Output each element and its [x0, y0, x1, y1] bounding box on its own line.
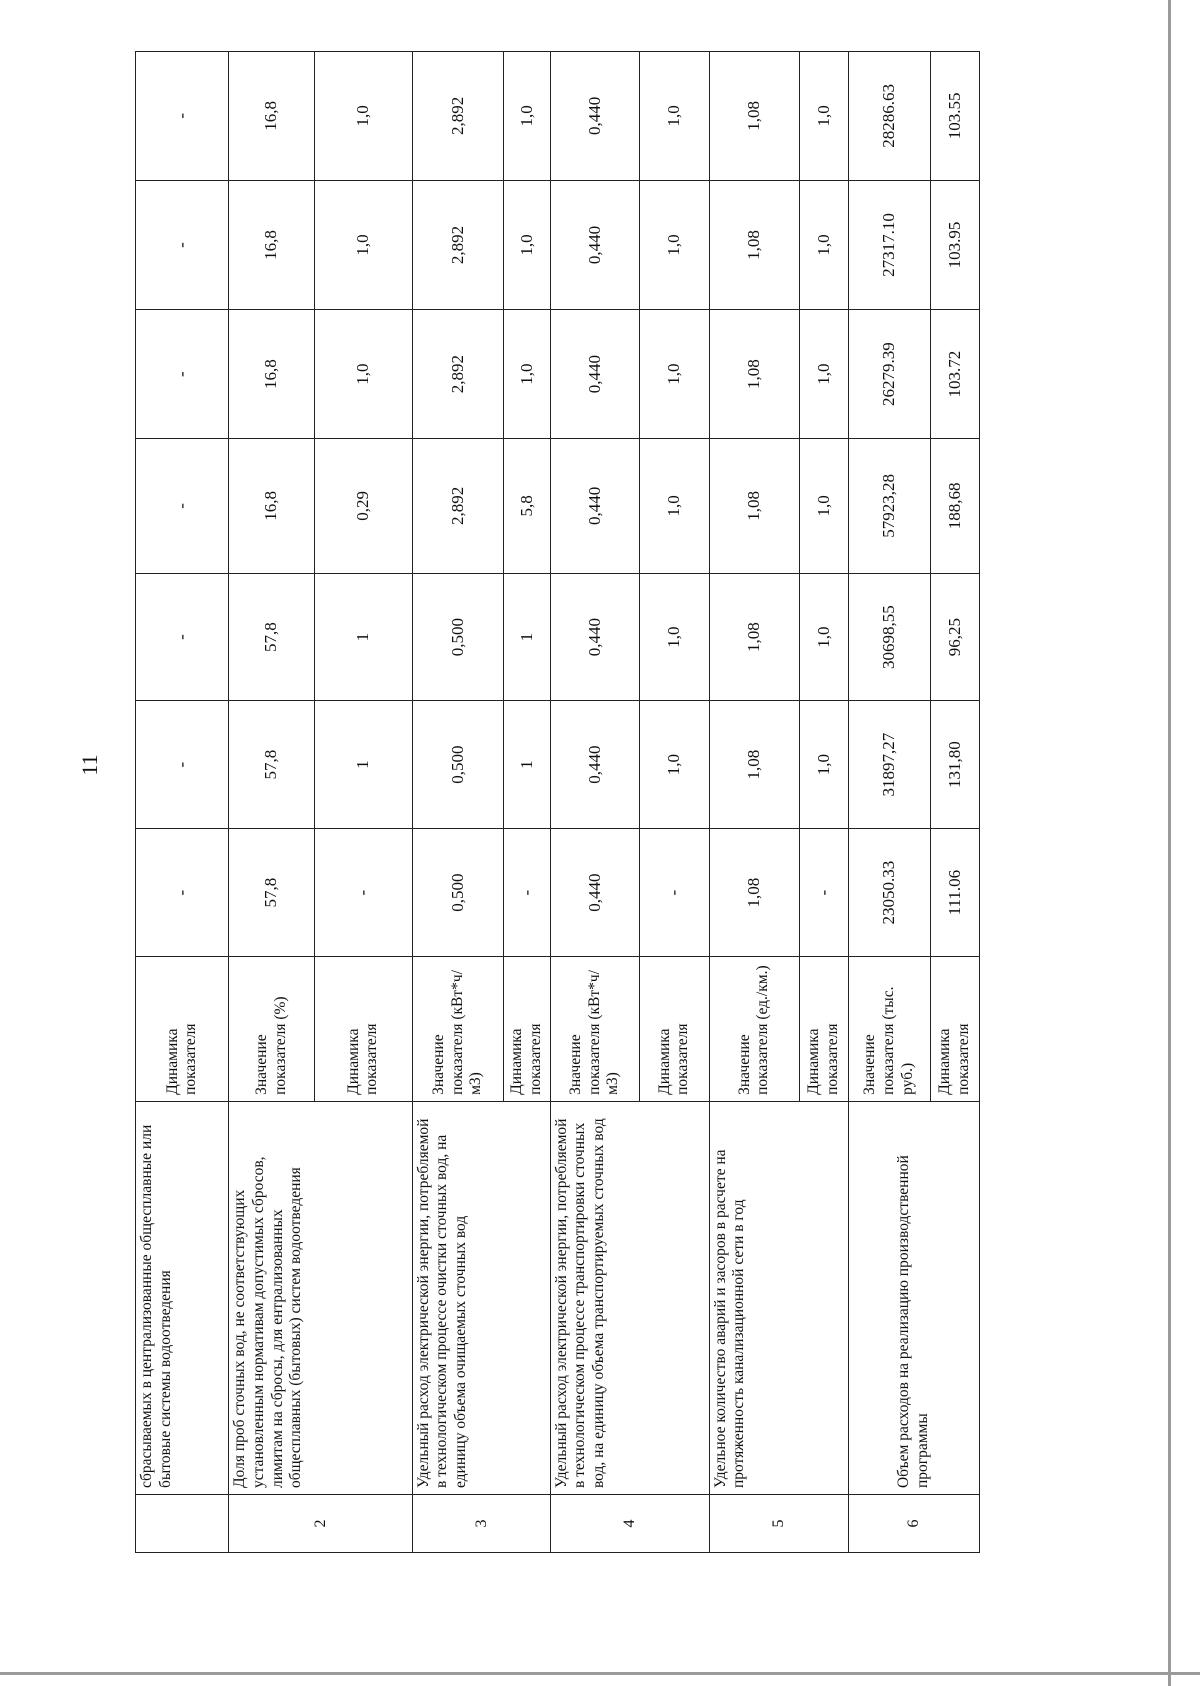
row-number: 5 [709, 1495, 848, 1553]
value-cell: 1,0 [639, 180, 709, 310]
value-cell: 2,892 [412, 310, 503, 439]
value-cell: 16,8 [229, 310, 315, 439]
value-cell: 0,440 [550, 52, 639, 181]
indicator-label: Динамика показателя [799, 957, 848, 1101]
row-number [136, 1495, 229, 1553]
indicator-label: Значение показателя (тыс. руб.) [848, 957, 930, 1101]
value-cell: 1,0 [314, 180, 412, 310]
value-cell: - [136, 310, 229, 439]
value-cell: 111.06 [931, 828, 980, 957]
value-cell: 2,892 [412, 52, 503, 181]
value-cell: 57923,28 [848, 438, 930, 573]
value-cell: 1,0 [639, 52, 709, 181]
value-cell: 1,0 [639, 438, 709, 573]
value-cell: 1,08 [709, 573, 799, 701]
value-cell: 1,0 [639, 701, 709, 829]
value-cell: 131,80 [931, 701, 980, 829]
row-description: Удельный расход электрической энергии, потребляемой в технологическом процессе очистки сточных вод, на единицу объема очищаемых сточных вод [412, 1101, 550, 1494]
value-cell: 103.95 [931, 180, 980, 310]
row-description: Объем расходов на реализацию производственной программы [848, 1101, 979, 1494]
value-cell: 1,0 [639, 310, 709, 439]
indicator-label: Динамика показателя [503, 957, 550, 1101]
value-cell: 26279.39 [848, 310, 930, 439]
value-cell: 1,0 [799, 180, 848, 310]
indicator-label: Динамика показателя [136, 957, 229, 1101]
value-cell: 5,8 [503, 438, 550, 573]
value-cell: - [314, 828, 412, 957]
value-cell: 2,892 [412, 180, 503, 310]
indicator-label: Значение показателя (%) [229, 957, 315, 1101]
value-cell: - [503, 828, 550, 957]
value-cell: 16,8 [229, 438, 315, 573]
row-number: 3 [412, 1495, 550, 1553]
value-cell: 27317.10 [848, 180, 930, 310]
value-cell: 0,440 [550, 573, 639, 701]
indicator-label: Динамика показателя [639, 957, 709, 1101]
value-cell: 16,8 [229, 180, 315, 310]
value-cell: 1,0 [799, 701, 848, 829]
value-cell: 1,0 [503, 52, 550, 181]
value-cell: 1,0 [639, 573, 709, 701]
table-row [550, 52, 639, 1553]
value-cell: 1,0 [799, 438, 848, 573]
value-cell: 1,08 [709, 701, 799, 829]
value-cell: 1 [503, 573, 550, 701]
value-cell: - [136, 52, 229, 181]
value-cell: 1,0 [799, 573, 848, 701]
table-row [848, 52, 930, 1553]
value-cell: - [136, 573, 229, 701]
table-row [709, 52, 799, 1553]
value-cell: 57,8 [229, 701, 315, 829]
value-cell: 0,440 [550, 438, 639, 573]
page-number-wrap [65, 735, 115, 795]
row-number: 2 [229, 1495, 412, 1553]
value-cell: 0,500 [412, 828, 503, 957]
row-number: 6 [848, 1495, 979, 1553]
value-cell: 0,440 [550, 180, 639, 310]
row-number: 4 [550, 1495, 709, 1553]
value-cell: 16,8 [229, 52, 315, 181]
value-cell: 1,0 [314, 310, 412, 439]
value-cell: 57,8 [229, 573, 315, 701]
value-cell: 103.55 [931, 52, 980, 181]
table-row [136, 52, 229, 1553]
indicator-label: Динамика показателя [314, 957, 412, 1101]
value-cell: 0,29 [314, 438, 412, 573]
scan-edge-bottom [0, 1672, 1200, 1675]
value-cell: 30698,55 [848, 573, 930, 701]
value-cell: 1,0 [799, 52, 848, 181]
value-cell: - [136, 701, 229, 829]
scan-edge-right [1168, 0, 1171, 1686]
value-cell: 0,440 [550, 310, 639, 439]
value-cell: - [799, 828, 848, 957]
page-number: 11 [77, 754, 102, 776]
indicator-label: Значение показателя (ед./км.) [709, 957, 799, 1101]
value-cell: 31897,27 [848, 701, 930, 829]
value-cell: 2,892 [412, 438, 503, 573]
row-description: Доля проб сточных вод, не соответствующих установленным нормативам допустимых сбросов, лимитам на сбросы, для ентрализованных общесплавных (бытовых) систем водоотведения [229, 1101, 412, 1494]
value-cell: 28286.63 [848, 52, 930, 181]
table-row [229, 52, 315, 1553]
value-cell: 103.72 [931, 310, 980, 439]
value-cell: 96,25 [931, 573, 980, 701]
value-cell: 188,68 [931, 438, 980, 573]
table-row [412, 52, 503, 1553]
indicators-table-frame [135, 51, 980, 1553]
row-description: Удельное количество аварий и засоров в расчете на протяженность канализационной сети в год [709, 1101, 848, 1494]
value-cell: 1 [503, 701, 550, 829]
value-cell: 1,08 [709, 52, 799, 181]
indicators-table [135, 51, 980, 1553]
value-cell: - [136, 180, 229, 310]
value-cell: 1,08 [709, 438, 799, 573]
value-cell: 1 [314, 573, 412, 701]
indicator-label: Значение показателя (кВт*ч/м3) [412, 957, 503, 1101]
value-cell: 0,440 [550, 828, 639, 957]
value-cell: 1,08 [709, 828, 799, 957]
value-cell: - [639, 828, 709, 957]
value-cell: 1,0 [503, 180, 550, 310]
value-cell: 1,0 [799, 310, 848, 439]
value-cell: 1,0 [503, 310, 550, 439]
value-cell: 1,08 [709, 180, 799, 310]
value-cell: 23050.33 [848, 828, 930, 957]
value-cell: 57,8 [229, 828, 315, 957]
value-cell: 0,500 [412, 573, 503, 701]
row-description: Удельный расход электрической энергии, потребляемой в технологическом процессе транспортировки сточных вод, на единицу объема транспортируемых сточных вод [550, 1101, 709, 1494]
value-cell: 0,500 [412, 701, 503, 829]
value-cell: - [136, 828, 229, 957]
value-cell: - [136, 438, 229, 573]
indicator-label: Значение показателя (кВт*ч/м3) [550, 957, 639, 1101]
row-description: сбрасываемых в централизованные общесплавные или бытовые системы водоотведения [136, 1101, 229, 1494]
value-cell: 0,440 [550, 701, 639, 829]
value-cell: 1,0 [314, 52, 412, 181]
value-cell: 1 [314, 701, 412, 829]
value-cell: 1,08 [709, 310, 799, 439]
indicator-label: Динамика показателя [931, 957, 980, 1101]
